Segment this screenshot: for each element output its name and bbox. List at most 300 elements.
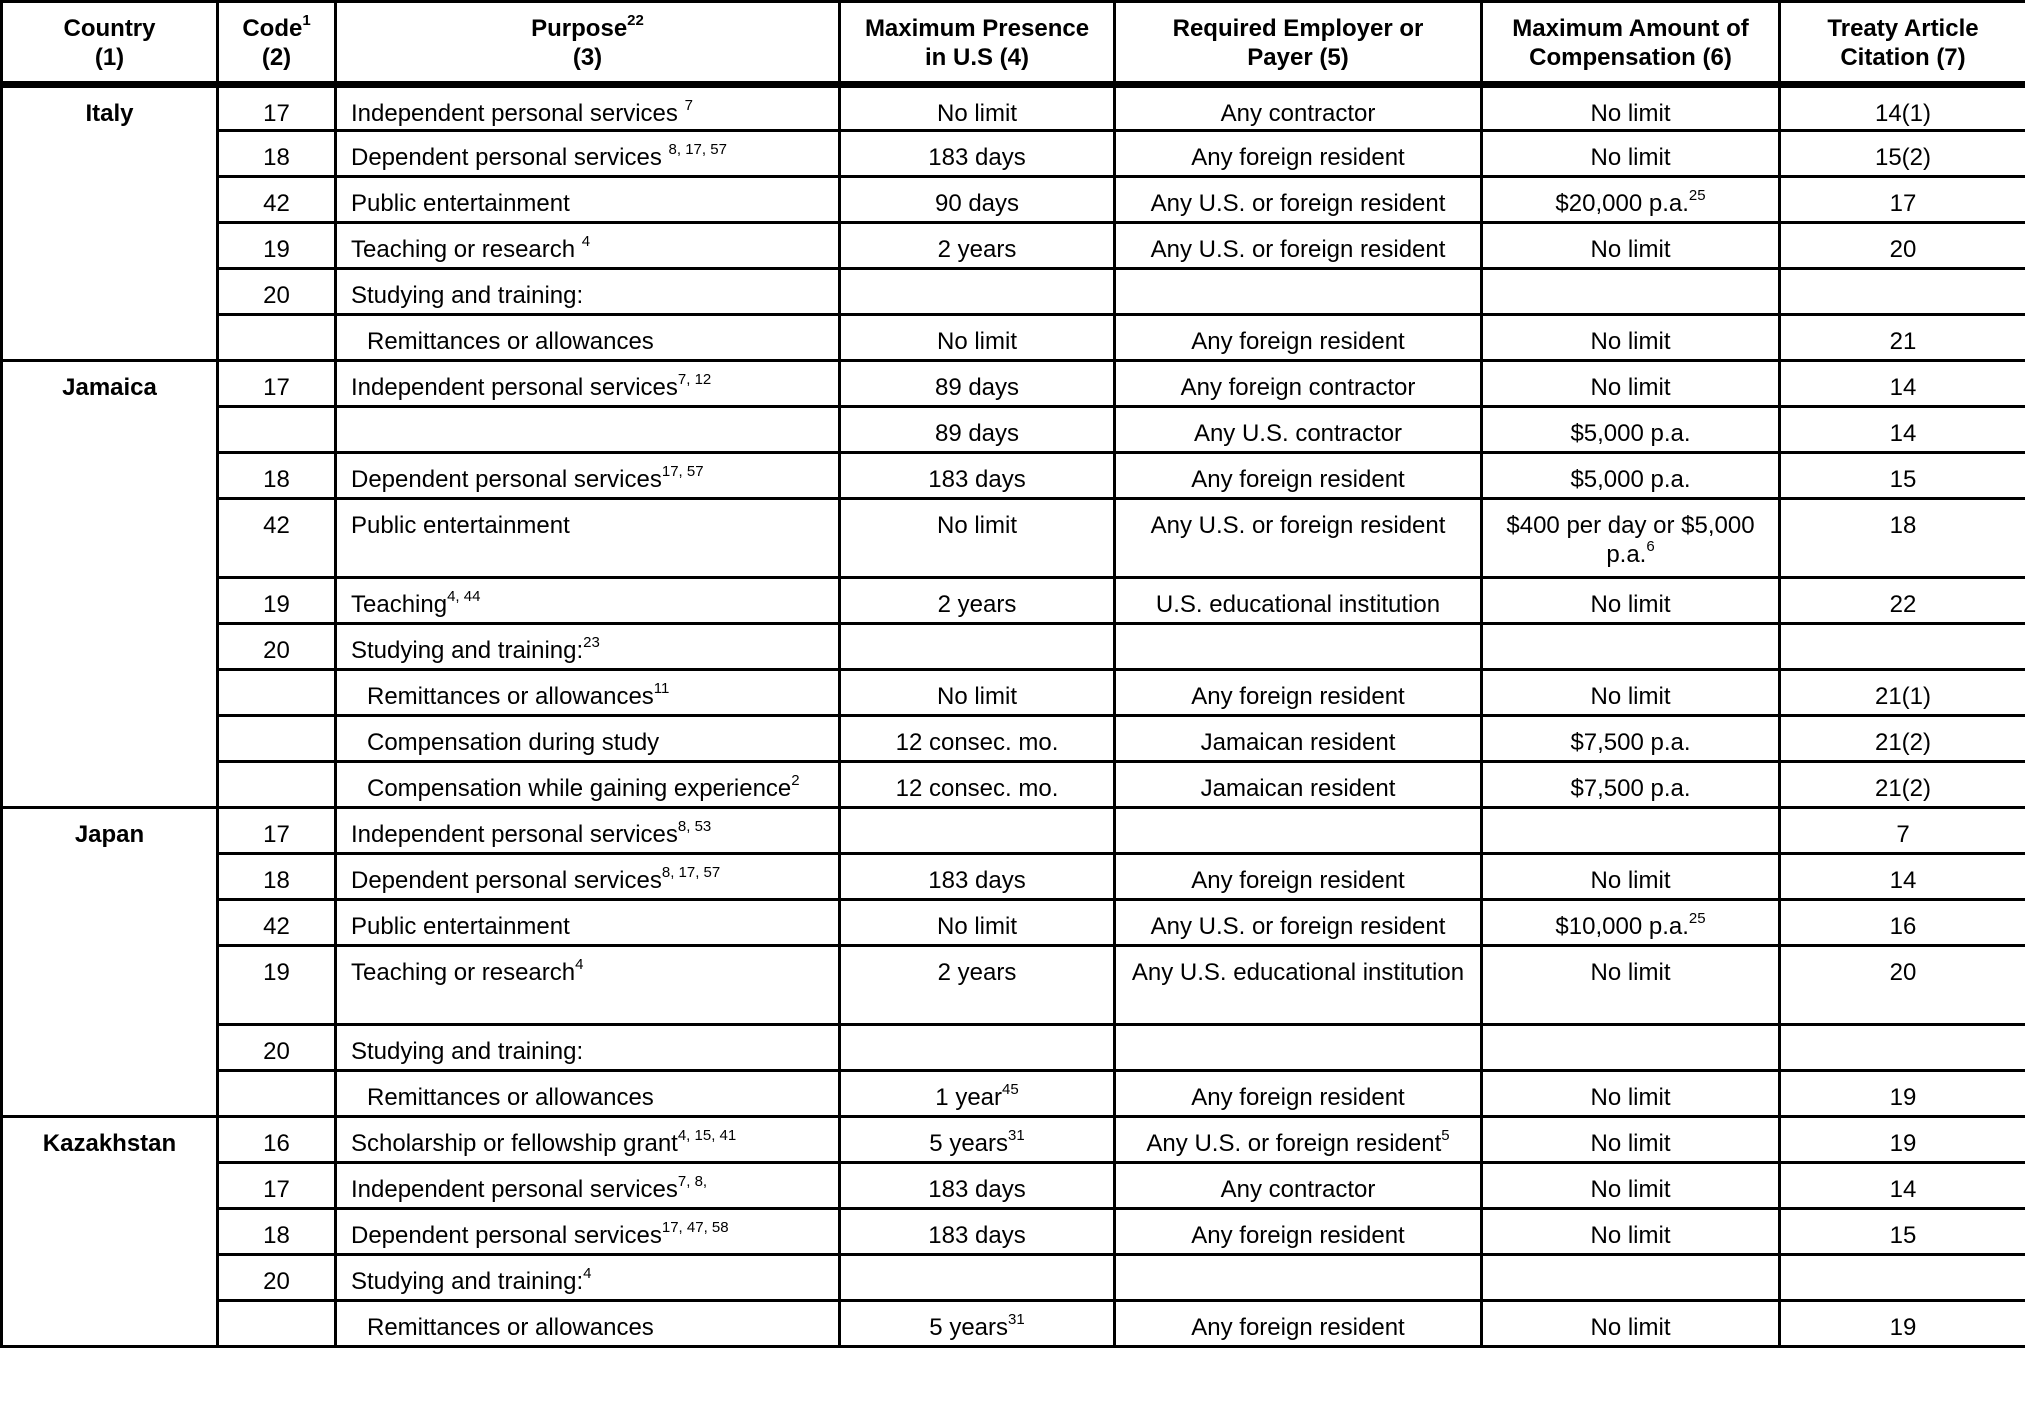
max-presence-cell-text: 12 consec. mo. <box>895 775 1059 802</box>
code-cell-text: 20 <box>263 282 290 309</box>
compensation-cell <box>1482 1301 1780 1347</box>
code-cell <box>218 854 336 900</box>
purpose-cell <box>336 854 840 900</box>
column-header-7 <box>1780 2 2025 85</box>
article-cell <box>1780 361 2025 407</box>
footnote-ref: 25 <box>1688 187 1706 204</box>
purpose-cell-text: Remittances or allowances <box>367 328 654 355</box>
article-cell <box>1780 223 2025 269</box>
article-cell <box>1780 624 2025 670</box>
footnote-ref: 7, 8, <box>677 1173 708 1190</box>
country-cell: Jamaica <box>2 361 218 808</box>
max-presence-cell-text: No limit <box>936 100 1017 127</box>
compensation-cell <box>1482 578 1780 624</box>
article-cell-text: 19 <box>1889 1130 1917 1157</box>
max-presence-cell <box>840 670 1115 716</box>
employer-cell-text: Any contractor <box>1220 100 1376 127</box>
purpose-cell <box>336 177 840 223</box>
compensation-cell-text: No limit <box>1590 1176 1671 1203</box>
article-cell-text: 15 <box>1889 466 1917 493</box>
max-presence-cell-text: 183 days <box>928 466 1026 493</box>
code-cell-text: 18 <box>263 867 290 894</box>
max-presence-cell <box>840 1301 1115 1347</box>
column-subtitle: in U.S (4) <box>924 44 1029 71</box>
purpose-cell <box>336 670 840 716</box>
employer-cell <box>1115 269 1482 315</box>
column-subtitle: Compensation (6) <box>1529 44 1732 71</box>
column-title: Treaty Article <box>1827 15 1979 42</box>
employer-cell <box>1115 1071 1482 1117</box>
article-cell-text: 21(2) <box>1874 729 1932 756</box>
purpose-cell <box>336 1209 840 1255</box>
max-presence-cell-text: No limit <box>936 913 1017 940</box>
employer-cell-text: Any U.S. or foreign resident <box>1150 913 1446 940</box>
max-presence-cell-text: 90 days <box>934 190 1020 217</box>
table-row <box>2 670 2025 716</box>
purpose-cell-text: Public entertainment <box>351 913 570 940</box>
employer-cell <box>1115 1025 1482 1071</box>
table-row <box>2 854 2025 900</box>
header-row <box>2 2 2025 85</box>
max-presence-cell <box>840 453 1115 499</box>
employer-cell-text: Any contractor <box>1220 1176 1376 1203</box>
employer-cell <box>1115 854 1482 900</box>
employer-cell-text: Jamaican resident <box>1200 729 1396 756</box>
table-row <box>2 1163 2025 1209</box>
max-presence-cell <box>840 716 1115 762</box>
article-cell <box>1780 1163 2025 1209</box>
footnote-ref: 4, 44 <box>447 588 481 605</box>
footnote-ref: 4 <box>581 233 591 250</box>
table-row <box>2 624 2025 670</box>
column-subtitle: (3) <box>572 44 603 71</box>
table-row <box>2 453 2025 499</box>
code-cell <box>218 762 336 808</box>
employer-cell <box>1115 1301 1482 1347</box>
code-cell <box>218 1301 336 1347</box>
article-cell <box>1780 315 2025 361</box>
compensation-cell <box>1482 361 1780 407</box>
compensation-cell <box>1482 1255 1780 1301</box>
max-presence-cell-text: 5 years <box>929 1130 1008 1157</box>
max-presence-cell <box>840 177 1115 223</box>
compensation-cell-text: $400 per day or $5,000 p.a. <box>1506 512 1755 568</box>
article-cell-text: 14(1) <box>1874 100 1932 127</box>
employer-cell-text: U.S. educational institution <box>1155 591 1441 618</box>
employer-cell <box>1115 315 1482 361</box>
employer-cell <box>1115 499 1482 578</box>
employer-cell <box>1115 223 1482 269</box>
employer-cell-text: Any foreign resident <box>1191 1314 1405 1341</box>
max-presence-cell <box>840 578 1115 624</box>
footnote-ref: 2 <box>791 772 800 789</box>
article-cell <box>1780 85 2025 131</box>
code-cell-text: 16 <box>263 1130 290 1157</box>
employer-cell-text: Any foreign resident <box>1191 683 1405 710</box>
code-cell <box>218 453 336 499</box>
compensation-cell <box>1482 854 1780 900</box>
footnote-ref: 7 <box>684 97 693 114</box>
code-cell <box>218 269 336 315</box>
max-presence-cell-text: 183 days <box>928 867 1026 894</box>
purpose-cell-text: Remittances or allowances <box>367 1314 654 1341</box>
max-presence-cell <box>840 946 1115 1025</box>
compensation-cell-text: No limit <box>1590 591 1671 618</box>
compensation-cell <box>1482 670 1780 716</box>
employer-cell-text: Any foreign contractor <box>1180 374 1416 401</box>
max-presence-cell-text: No limit <box>936 512 1017 539</box>
code-cell-text: 19 <box>263 959 290 986</box>
compensation-cell <box>1482 946 1780 1025</box>
article-cell <box>1780 900 2025 946</box>
article-cell-text: 14 <box>1889 1176 1917 1203</box>
footnote-ref: 31 <box>1008 1127 1025 1144</box>
employer-cell <box>1115 1255 1482 1301</box>
max-presence-cell <box>840 762 1115 808</box>
max-presence-cell-text: 183 days <box>928 1176 1026 1203</box>
column-subtitle: (1) <box>94 44 125 71</box>
compensation-cell <box>1482 1209 1780 1255</box>
code-cell <box>218 407 336 453</box>
column-title: Maximum Amount of <box>1512 15 1749 42</box>
table-row <box>2 1209 2025 1255</box>
code-cell <box>218 1025 336 1071</box>
table-row <box>2 1025 2025 1071</box>
article-cell <box>1780 1209 2025 1255</box>
max-presence-cell-text: 1 year <box>935 1084 1002 1111</box>
column-subtitle: Payer (5) <box>1247 44 1349 71</box>
footnote-ref: 17, 57 <box>661 463 704 480</box>
max-presence-cell-text: 89 days <box>934 374 1020 401</box>
column-title: Code <box>242 15 303 42</box>
table-row <box>2 85 2025 131</box>
article-cell-text: 22 <box>1889 591 1917 618</box>
compensation-cell <box>1482 223 1780 269</box>
table-row <box>2 946 2025 1025</box>
table-row <box>2 1301 2025 1347</box>
max-presence-cell-text: 89 days <box>934 420 1020 447</box>
code-cell-text: 17 <box>263 374 290 401</box>
code-cell <box>218 578 336 624</box>
compensation-cell-text: $5,000 p.a. <box>1570 466 1691 493</box>
compensation-cell <box>1482 1071 1780 1117</box>
column-title: Required Employer or <box>1172 15 1424 42</box>
code-cell-text: 18 <box>263 1222 290 1249</box>
code-cell-text: 18 <box>263 144 290 171</box>
max-presence-cell <box>840 854 1115 900</box>
article-cell-text: 21(1) <box>1874 683 1932 710</box>
employer-cell <box>1115 1163 1482 1209</box>
max-presence-cell-text: 2 years <box>937 591 1017 618</box>
country-cell: Italy <box>2 85 218 361</box>
compensation-cell-text: No limit <box>1590 1084 1671 1111</box>
max-presence-cell <box>840 1163 1115 1209</box>
code-cell <box>218 1117 336 1163</box>
table-header <box>2 2 2025 85</box>
employer-cell-text: Any U.S. or foreign resident <box>1150 236 1446 263</box>
compensation-cell <box>1482 499 1780 578</box>
max-presence-cell <box>840 223 1115 269</box>
article-cell <box>1780 177 2025 223</box>
purpose-cell <box>336 808 840 854</box>
article-cell-text: 21 <box>1889 328 1917 355</box>
purpose-cell <box>336 762 840 808</box>
country-cell: Japan <box>2 808 218 1117</box>
article-cell <box>1780 407 2025 453</box>
max-presence-cell <box>840 131 1115 177</box>
max-presence-cell-text: 183 days <box>928 1222 1026 1249</box>
purpose-cell-text: Remittances or allowances <box>367 683 654 710</box>
purpose-cell <box>336 1117 840 1163</box>
code-cell <box>218 808 336 854</box>
table-row <box>2 900 2025 946</box>
compensation-cell-text: No limit <box>1590 1314 1671 1341</box>
compensation-cell-text: No limit <box>1590 144 1671 171</box>
employer-cell <box>1115 131 1482 177</box>
compensation-cell-text: $10,000 p.a. <box>1555 913 1689 940</box>
purpose-cell-text: Dependent personal services <box>351 144 669 171</box>
article-cell-text: 16 <box>1889 913 1917 940</box>
table-row <box>2 578 2025 624</box>
column-footnote: 1 <box>302 12 311 29</box>
max-presence-cell-text: No limit <box>936 328 1017 355</box>
purpose-cell-text: Studying and training: <box>351 1268 584 1295</box>
max-presence-cell-text: 183 days <box>928 144 1026 171</box>
employer-cell-text: Any foreign resident <box>1191 328 1405 355</box>
article-cell-text: 14 <box>1889 867 1917 894</box>
column-header-4 <box>840 2 1115 85</box>
footnote-ref: 11 <box>653 680 670 697</box>
country-cell: Kazakhstan <box>2 1117 218 1347</box>
column-footnote: 22 <box>627 12 644 29</box>
purpose-cell <box>336 716 840 762</box>
code-cell-text: 20 <box>263 637 290 664</box>
compensation-cell <box>1482 131 1780 177</box>
max-presence-cell-text: 2 years <box>937 959 1017 986</box>
table-row <box>2 269 2025 315</box>
compensation-cell-text: No limit <box>1590 959 1671 986</box>
column-header-2 <box>218 2 336 85</box>
employer-cell-text: Jamaican resident <box>1200 775 1396 802</box>
code-cell <box>218 716 336 762</box>
purpose-cell-text: Scholarship or fellowship grant <box>351 1130 678 1157</box>
code-cell <box>218 624 336 670</box>
footnote-ref: 45 <box>1002 1081 1019 1098</box>
employer-cell <box>1115 407 1482 453</box>
code-cell <box>218 670 336 716</box>
table-row <box>2 1071 2025 1117</box>
max-presence-cell-text: 5 years <box>929 1314 1008 1341</box>
purpose-cell-text: Studying and training: <box>351 282 584 309</box>
code-cell-text: 42 <box>263 913 290 940</box>
purpose-cell <box>336 1255 840 1301</box>
footnote-ref: 25 <box>1688 910 1706 927</box>
purpose-cell <box>336 499 840 578</box>
compensation-cell-text: $20,000 p.a. <box>1555 190 1689 217</box>
purpose-cell-text: Independent personal services <box>351 374 678 401</box>
employer-cell <box>1115 900 1482 946</box>
table-row <box>2 131 2025 177</box>
employer-cell <box>1115 85 1482 131</box>
purpose-cell <box>336 900 840 946</box>
article-cell <box>1780 808 2025 854</box>
compensation-cell-text: $7,500 p.a. <box>1570 775 1691 802</box>
purpose-cell-text: Teaching <box>351 591 448 618</box>
code-cell <box>218 1209 336 1255</box>
code-cell <box>218 361 336 407</box>
compensation-cell <box>1482 1163 1780 1209</box>
code-cell-text: 17 <box>263 1176 290 1203</box>
code-cell <box>218 499 336 578</box>
max-presence-cell <box>840 1209 1115 1255</box>
column-title: Maximum Presence <box>864 15 1090 42</box>
article-cell-text: 19 <box>1889 1314 1917 1341</box>
purpose-cell-text: Public entertainment <box>351 190 570 217</box>
max-presence-cell-text: No limit <box>936 683 1017 710</box>
article-cell-text: 20 <box>1889 959 1917 986</box>
code-cell <box>218 946 336 1025</box>
purpose-cell-text: Compensation while gaining experience <box>367 775 792 802</box>
footnote-ref: 5 <box>1441 1127 1450 1144</box>
compensation-cell <box>1482 177 1780 223</box>
employer-cell-text: Any U.S. or foreign resident <box>1146 1130 1442 1157</box>
purpose-cell-text: Teaching or research <box>351 236 582 263</box>
code-cell-text: 17 <box>263 100 290 127</box>
article-cell-text: 7 <box>1896 821 1910 848</box>
column-header-6 <box>1482 2 1780 85</box>
compensation-cell <box>1482 1025 1780 1071</box>
article-cell <box>1780 499 2025 578</box>
purpose-cell <box>336 1071 840 1117</box>
article-cell-text: 21(2) <box>1874 775 1932 802</box>
compensation-cell-text: No limit <box>1590 328 1671 355</box>
employer-cell <box>1115 808 1482 854</box>
code-cell <box>218 1255 336 1301</box>
article-cell-text: 14 <box>1889 420 1917 447</box>
max-presence-cell <box>840 624 1115 670</box>
compensation-cell-text: $5,000 p.a. <box>1570 420 1691 447</box>
employer-cell-text: Any foreign resident <box>1191 466 1405 493</box>
compensation-cell <box>1482 808 1780 854</box>
purpose-cell <box>336 453 840 499</box>
table-body <box>2 85 2025 1347</box>
purpose-cell <box>336 315 840 361</box>
table-row <box>2 1117 2025 1163</box>
max-presence-cell <box>840 85 1115 131</box>
purpose-cell <box>336 946 840 1025</box>
code-cell-text: 42 <box>263 190 290 217</box>
column-header-3 <box>336 2 840 85</box>
column-header-5 <box>1115 2 1482 85</box>
table-row <box>2 361 2025 407</box>
purpose-cell <box>336 407 840 453</box>
code-cell <box>218 1163 336 1209</box>
code-cell-text: 42 <box>263 512 290 539</box>
article-cell-text: 15 <box>1889 1222 1917 1249</box>
table-row <box>2 315 2025 361</box>
compensation-cell <box>1482 1117 1780 1163</box>
table-row <box>2 1255 2025 1301</box>
purpose-cell-text: Independent personal services <box>351 821 678 848</box>
max-presence-cell <box>840 1071 1115 1117</box>
footnote-ref: 6 <box>1646 538 1655 555</box>
purpose-cell <box>336 1301 840 1347</box>
compensation-cell-text: $7,500 p.a. <box>1570 729 1691 756</box>
purpose-cell <box>336 269 840 315</box>
footnote-ref: 7, 12 <box>677 371 712 388</box>
article-cell <box>1780 716 2025 762</box>
column-title: Country <box>63 15 156 42</box>
footnote-ref: 31 <box>1008 1311 1025 1328</box>
purpose-cell <box>336 223 840 269</box>
purpose-cell <box>336 85 840 131</box>
max-presence-cell <box>840 1025 1115 1071</box>
article-cell <box>1780 946 2025 1025</box>
max-presence-cell <box>840 808 1115 854</box>
employer-cell <box>1115 578 1482 624</box>
compensation-cell-text: No limit <box>1590 683 1671 710</box>
purpose-cell <box>336 1163 840 1209</box>
article-cell-text: 17 <box>1889 190 1917 217</box>
employer-cell <box>1115 624 1482 670</box>
code-cell <box>218 900 336 946</box>
employer-cell <box>1115 946 1482 1025</box>
footnote-ref: 17, 47, 58 <box>661 1219 729 1236</box>
code-cell-text: 17 <box>263 821 290 848</box>
employer-cell-text: Any foreign resident <box>1191 144 1405 171</box>
article-cell <box>1780 269 2025 315</box>
footnote-ref: 4, 15, 41 <box>677 1127 737 1144</box>
max-presence-cell-text: 2 years <box>937 236 1017 263</box>
purpose-cell <box>336 131 840 177</box>
purpose-cell-text: Compensation during study <box>367 729 660 756</box>
purpose-cell-text: Studying and training: <box>351 1038 584 1065</box>
footnote-ref: 4 <box>575 956 584 973</box>
max-presence-cell <box>840 269 1115 315</box>
employer-cell-text: Any foreign resident <box>1191 1222 1405 1249</box>
max-presence-cell <box>840 499 1115 578</box>
employer-cell <box>1115 1117 1482 1163</box>
compensation-cell <box>1482 716 1780 762</box>
column-header-1 <box>2 2 218 85</box>
footnote-ref: 8, 17, 57 <box>661 864 721 881</box>
table-row <box>2 177 2025 223</box>
compensation-cell <box>1482 900 1780 946</box>
code-cell <box>218 177 336 223</box>
employer-cell <box>1115 361 1482 407</box>
article-cell <box>1780 854 2025 900</box>
max-presence-cell <box>840 315 1115 361</box>
article-cell <box>1780 453 2025 499</box>
article-cell-text: 15(2) <box>1874 144 1932 171</box>
table-row <box>2 808 2025 854</box>
article-cell-text: 18 <box>1889 512 1917 539</box>
compensation-cell-text: No limit <box>1590 100 1671 127</box>
article-cell <box>1780 762 2025 808</box>
compensation-cell <box>1482 624 1780 670</box>
article-cell <box>1780 1301 2025 1347</box>
table-row <box>2 762 2025 808</box>
footnote-ref: 8, 17, 57 <box>668 141 727 158</box>
compensation-cell-text: No limit <box>1590 1222 1671 1249</box>
employer-cell <box>1115 762 1482 808</box>
column-subtitle: Citation (7) <box>1840 44 1966 71</box>
purpose-cell-text: Public entertainment <box>351 512 570 539</box>
code-cell <box>218 1071 336 1117</box>
employer-cell <box>1115 1209 1482 1255</box>
article-cell <box>1780 1255 2025 1301</box>
compensation-cell <box>1482 269 1780 315</box>
